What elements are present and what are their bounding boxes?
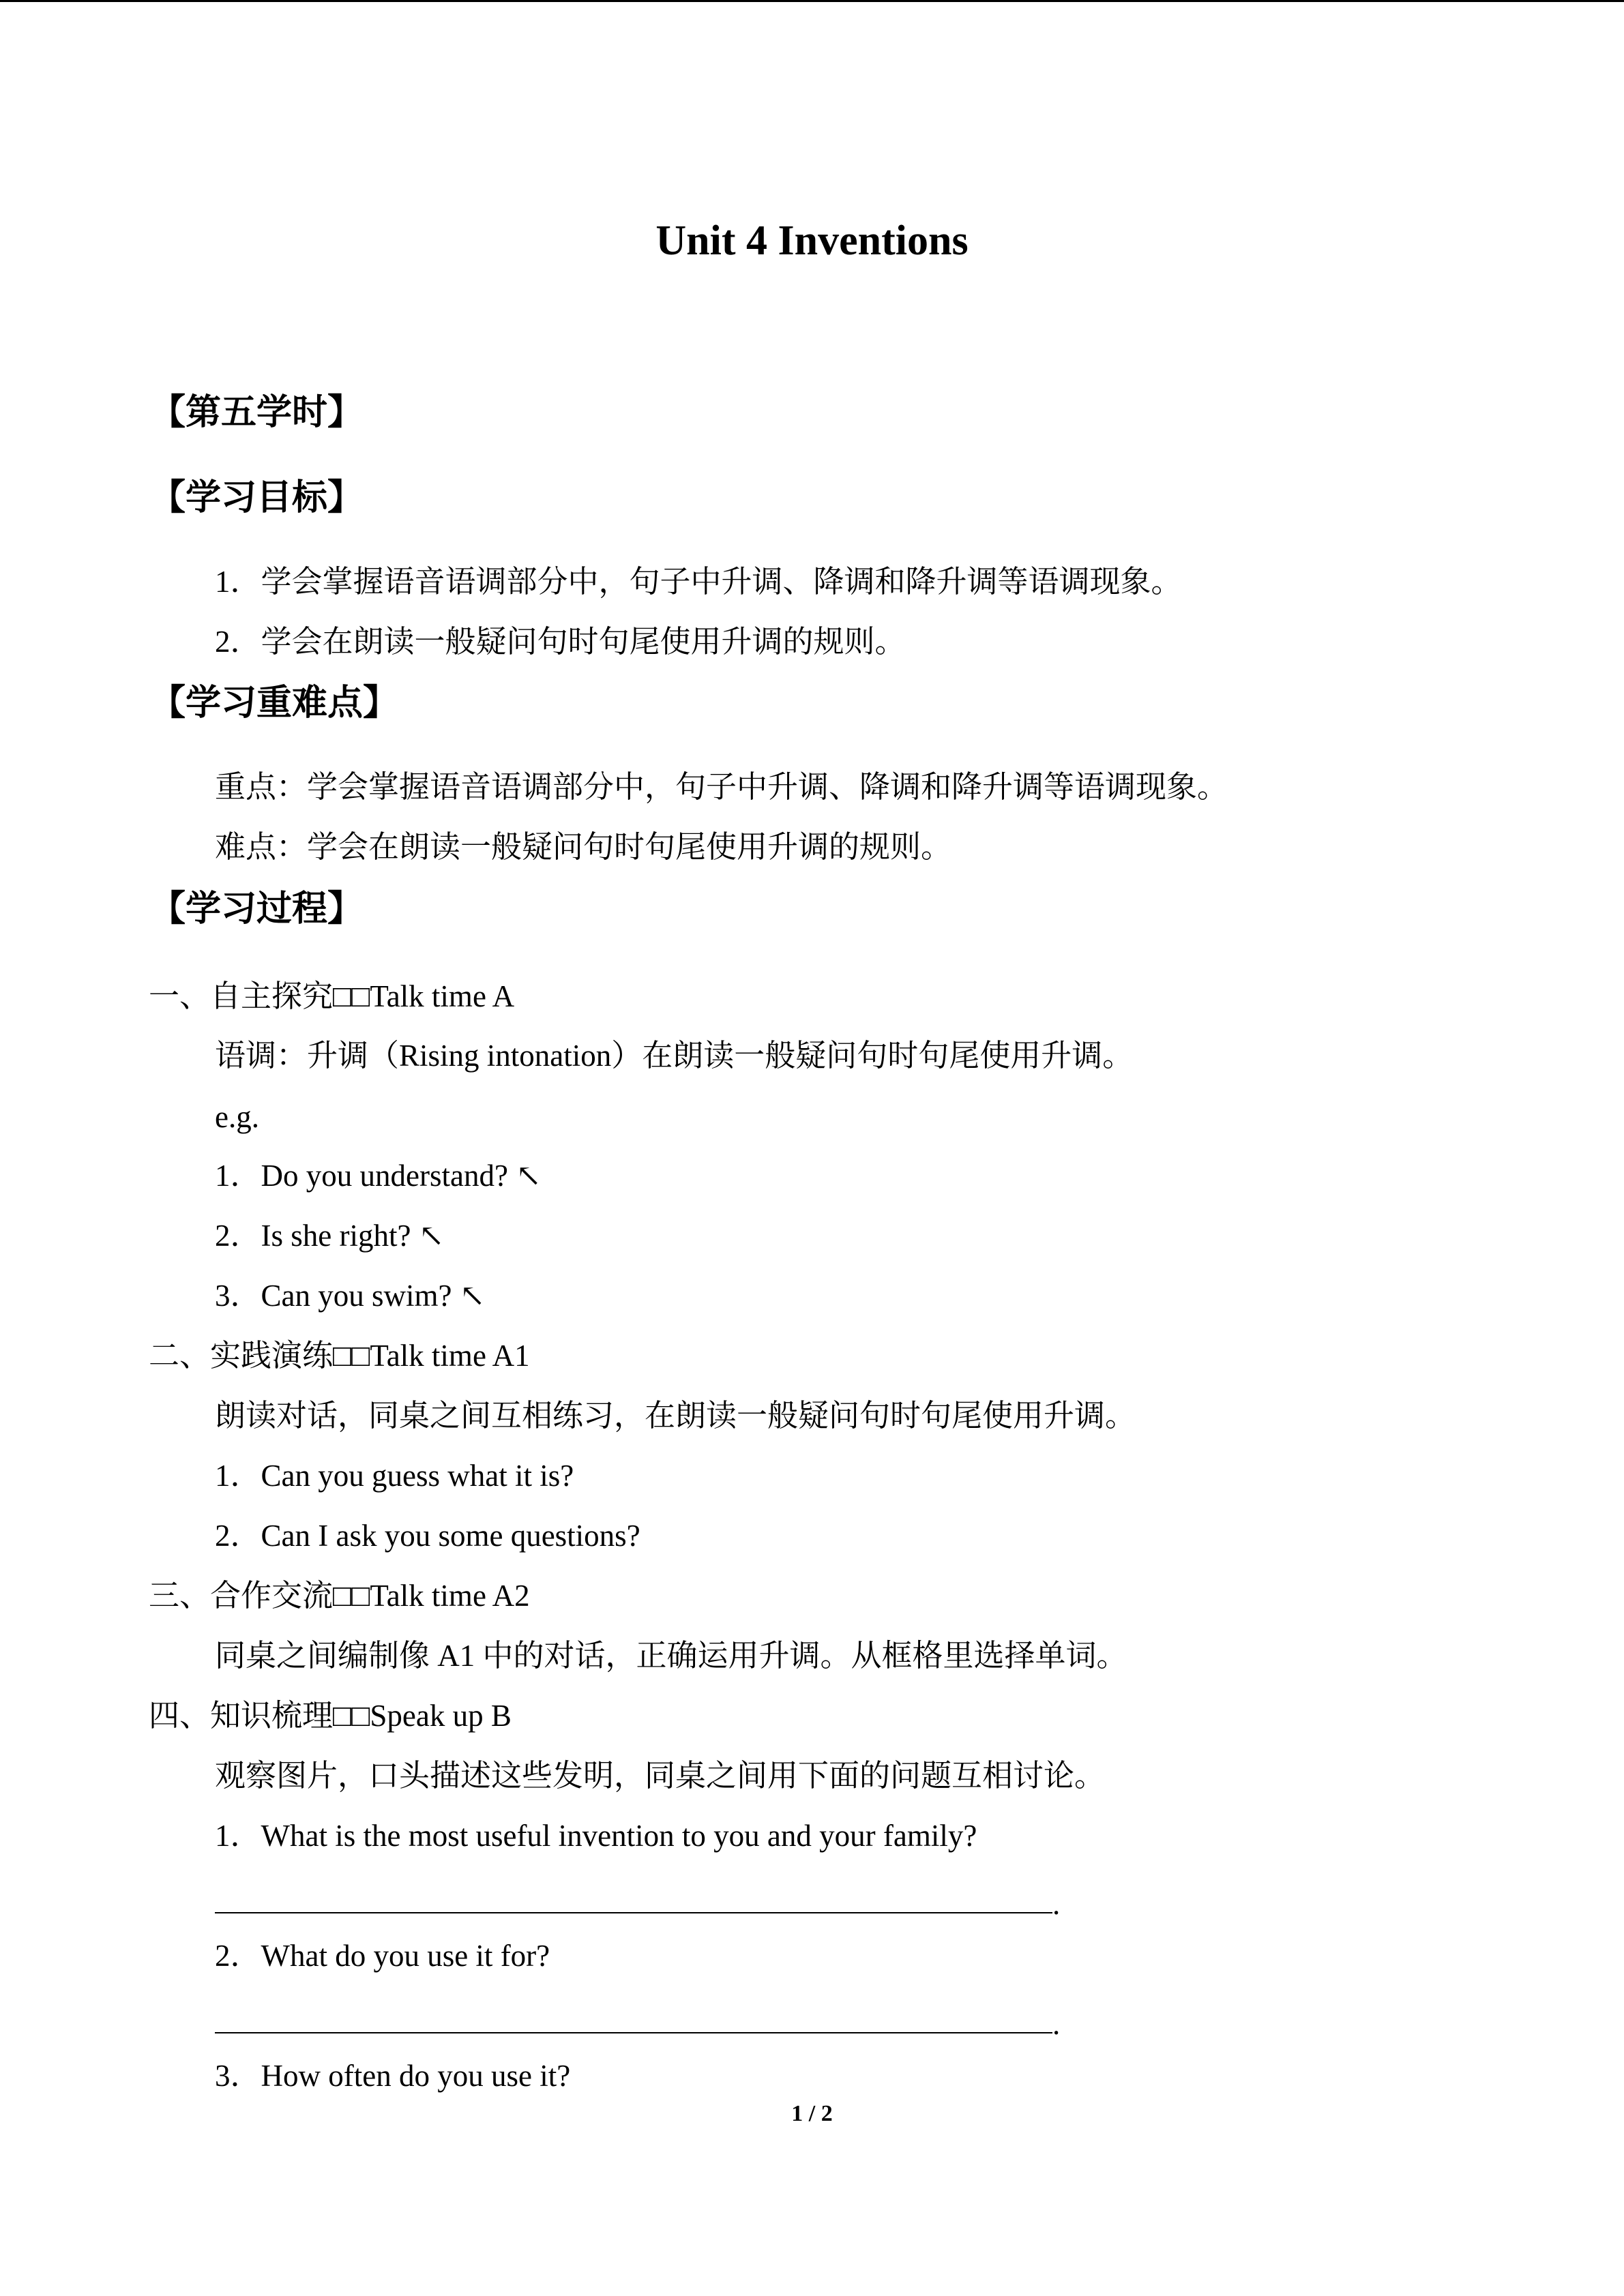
key-point-difficulty: 难点：学会在朗读一般疑问句时句尾使用升调的规则。 [215,830,952,864]
section1-eg: e.g. [215,1100,259,1134]
page-title: Unit 4 Inventions [655,218,969,264]
lesson-heading: 【第五学时】 [150,393,364,432]
section2-item-1: 1．Can you guess what it is? [215,1459,574,1493]
answer-blank-2[interactable] [215,2032,1052,2033]
section4-title: 四、知识梳理□□Speak up B [149,1699,512,1733]
section3-desc: 同桌之间编制像 A1 中的对话，正确运用升调。从框格里选择单词。 [215,1639,1127,1673]
objectives-heading: 【学习目标】 [150,479,364,518]
section1-example-2: 2．Is she right? ↖ [215,1219,445,1253]
key-points-heading: 【学习重难点】 [150,684,399,723]
section4-question-2: 2．What do you use it for? [215,1939,550,1973]
process-heading: 【学习过程】 [150,890,364,929]
page-number: 1 / 2 [791,2101,833,2126]
section1-example-3: 3．Can you swim? ↖ [215,1279,486,1313]
answer-blank-1-period: . [1052,1887,1061,1921]
section4-question-1: 1．What is the most useful invention to you and your family? [215,1819,977,1853]
section3-title: 三、合作交流□□Talk time A2 [149,1579,530,1613]
section2-desc: 朗读对话，同桌之间互相练习，在朗读一般疑问句时句尾使用升调。 [215,1399,1136,1433]
top-border-rule [0,0,1624,2]
section2-item-2: 2．Can I ask you some questions? [215,1519,640,1553]
section4-question-3: 3．How often do you use it? [215,2059,571,2093]
objective-item-1: 1．学会掌握语音语调部分中，句子中升调、降调和降升调等语调现象。 [215,565,1182,599]
objective-item-2: 2．学会在朗读一般疑问句时句尾使用升调的规则。 [215,625,906,659]
section1-desc: 语调：升调（Rising intonation）在朗读一般疑问句时句尾使用升调。 [215,1039,1134,1073]
answer-blank-1[interactable] [215,1912,1052,1913]
section4-desc: 观察图片，口头描述这些发明，同桌之间用下面的问题互相讨论。 [215,1759,1106,1793]
section2-title: 二、实践演练□□Talk time A1 [149,1339,530,1373]
key-point-focus: 重点：学会掌握语音语调部分中，句子中升调、降调和降升调等语调现象。 [215,770,1228,804]
answer-blank-2-period: . [1052,2007,1061,2041]
section1-title: 一、自主探究□□Talk time A [149,979,515,1013]
section1-example-1: 1．Do you understand? ↖ [215,1159,542,1193]
